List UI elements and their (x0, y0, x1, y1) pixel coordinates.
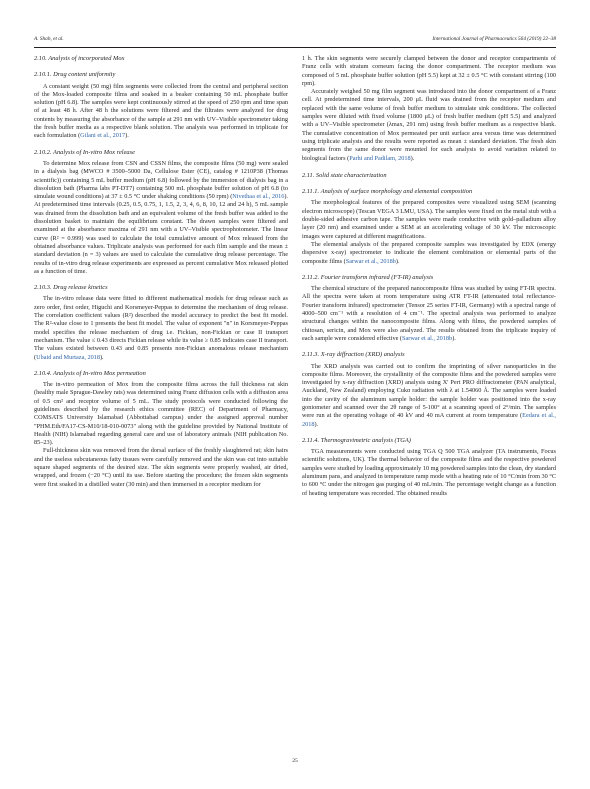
text-run: The elemental analysis of the prepared composite samples was investigated by EDX (energy dispersive x-ray) spectrometer to indicate the element combination or elemental parts of the composite films ( (302, 240, 556, 265)
paragraph-skin-preparation: Full-thickness skin was removed from the dorsal surface of the freshly slaughtered rat; skin hairs and the useless subcutaneous fatty tissues were carefully removed and the skin was cut into suitable square shaped segments of the desired size. The skin segments were properly washed, air dried, wrapped, and frozen (−20 °C) until its use. Before starting the procedure; the frozen skin segments were first soaked in a distilled water (30 min) and then immersed in a receptor medium for (34, 447, 288, 488)
subsection-heading-2-11-2: 2.11.2. Fourier transform infrared (FT-IR) analysis (302, 273, 434, 281)
header-rule (34, 47, 556, 48)
text-run: ). (452, 334, 456, 342)
citation-link[interactable]: Sarwar et al., 2018b (345, 257, 396, 265)
subsection-heading-2-10-2: 2.10.2. Analysis of In-vitro Mox release (34, 148, 135, 156)
text-run: The in-vitro release data were fitted to different mathematical models for drug release such as zero order, first order, Higuchi and Korsmeyer-Peppas to determine the mechanism of drug release. The correlation coefficient values (R²) described the model accuracy to predict the best fit model. The R²-value close to 1 presents the best fit model. The value of exponent "n" in Korsmeyer-Peppas model specifies the release mechanism of drug i.e. Fickian, non-Fickian or case II transport mechanism. The value ≤ 0.43 directs Fickian release while its value ≥ 0.85 indicates case II transport. The values existed between 0.43 and 0.85 presents non-Fickian anomalous release mechanism ( (34, 295, 288, 361)
paragraph-drug-content (34, 83, 288, 141)
text-run: A constant weight (50 mg) film segments were collected from the central and peripheral section of the Mox-loaded composite films and soaked in a beaker containing 50 mL phosphate buffer solution (pH 6.8). The samples were kept continuously stirred at the speed of 250 rpm and time span of at least 48 h. After 48 h the solutions were filtered and the filtrates were analyzed for drug contents by measuring the absorbance of the sample at 291 nm with UV–Visible spectrometer taking the fresh buffer media as a respective blank solution. The analysis was performed in triplicate for each formulation ( (34, 82, 288, 140)
subsection-heading-2-11-3: 2.11.3. X-ray diffraction (XRD) analysis (302, 351, 405, 359)
paragraph-morphology: The morphological features of the prepared composites were visualized using SEM (scanning electron microscope) (Tescan VEGA 3 LMU, USA). The samples were fixed on the metal stub with a double-sided adhesive carbon tape. The samples were made conductive with gold–palladium alloy layer (20 nm) and examined under a SEM at an accelerating voltage of 30 kV. The microscopic images were captured at different magnifications. (302, 199, 556, 240)
subsection-heading-2-11-1: 2.11.1. Analysis of surface morphology and elemental composition (302, 188, 473, 196)
text-run: Accurately weighed 50 mg film segment was introduced into the donor compartment of a Franz cell. At predetermined time intervals, 200 μL fluid was drained from the receptor medium and replaced with the same volume of fresh buffer medium to simulate sink conditions. The collected samples were diluted with fixed volume (1800 μL) of fresh buffer medium (pH 5.5) and analyzed with a UV–Visible spectrometer (λmax, 291 nm) using fresh buffer medium as a respective blank. The cumulative concentration of Mox permeated per unit surface area versus time was determined using triplicate analysis and the results were reported as mean ± standard deviation. The fresh skin segments from the same donor were mounted for each analysis to avoid variation related to biological factors ( (302, 88, 556, 162)
section-heading-2-10: 2.10. Analysis of incorporated Mox (34, 55, 125, 62)
right-column (302, 55, 556, 498)
citation-link[interactable]: Gilani et al., 2017 (80, 132, 126, 140)
paragraph-release-kinetics (34, 295, 288, 361)
text-run: ). (314, 420, 319, 428)
citation-link[interactable]: Sarwar et al., 2018b (402, 334, 453, 342)
paragraph-mox-release (34, 160, 288, 276)
author-running-head: A. Shah, et al. (34, 36, 64, 42)
subsection-heading-2-10-3: 2.10.3. Drug release kinetics (34, 284, 108, 292)
subsection-heading-2-11-4: 2.11.4. Thermogravimetric analysis (TGA) (302, 436, 411, 444)
subsection-heading-2-10-1: 2.10.1. Drug content uniformity (34, 71, 116, 79)
page-number: 25 (292, 758, 298, 764)
text-run: ). (125, 132, 129, 140)
paragraph-permeation: The in-vitro permeation of Mox from the composite films across the full thickness rat skin (healthy male Sprague-Dawley rats) was determined using Franz diffusion cells with a diffusion area of 0.5 cm² and receptor volume of 5 mL. The study protocols were conducted following the guidelines described by the research ethics committee (REC) of Department of Pharmacy, COMSATS University Islamabad (Abbottabad campus) under the assigned approval number "PHM.Eth/FA17-CS-M10/18-010-0073" along with the guideline provided by National Institute of Health (NIH) Islamabad regarding general care and use of laboratory animals (NIH publication No. 85–23). (34, 381, 288, 447)
paragraph-continued: 1 h. The skin segments were securely clamped between the donor and receptor compartments of Franz cells with stratum corneum facing the donor compartment. The receptor medium was composed of 5 mL phosphate buffer solution (pH 5.5) kept at 32 ± 0.5 °C with constant stirring (100 rpm). (302, 55, 556, 87)
paragraph-xrd (302, 363, 556, 429)
citation-link[interactable]: Nivethaa et al., 2016 (232, 193, 285, 201)
text-run: ). (410, 154, 415, 162)
text-run: The chemical structure of the prepared nanocomposite films was studied by using FT-IR spectra. All the spectra were taken at room temperature using ATR FT-IR (attenuated total reflectance- Fourier transform infrared) spectrometer (Tensor 25 series FT-IR, Germany) with a spectral range of 4000–500 cm⁻¹ with a resolution of 4 cm⁻¹. The spectral analysis was performed to analyze structural changes within the nanocomposite films. Along with films, the powdered samples of chitosan, sericin, and Mox were also analyzed. The results obtained from the triplicate inquiry of each sample were considered effective ( (302, 285, 556, 342)
text-run: ). (99, 353, 104, 361)
paragraph-tga: TGA measurements were conducted using TGA Q 500 TGA analyzer (TA instruments, Focus scientific solutions, UK). The thermal behavior of the composite films and the respective powdered samples were studied by loading approximately 10 mg powdered samples into the clean, dry standard aluminum pans, and analyzed in temperature ramp mode with a heating rate of 10 °C/min from 30 °C to 600 °C under the nitrogen gas purging of 40 mL/min. The percentage weight change as a function of heating temperature was recorded. The obtained results (302, 448, 556, 497)
journal-running-head: International Journal of Pharmaceutics 564 (2019) 22–38 (432, 36, 556, 42)
citation-link[interactable]: Parhi and Padilam, 2018 (349, 154, 411, 162)
text-run: To determine Mox release from CSN and CSSN films, the composite films (50 mg) were sealed in a dialysis bag (MWCO # 3500–5000 Da, Cellulose Ester (CE), catalog # 1210P38 (Thomas scientific)) containing 5 mL buffer medium (pH 6.8) followed by the immersion of dialysis bag in a dissolution bath (Pharma labs PT-DT7) containing 500 mL phosphate buffer solution of pH 6.8 (to simulate wound conditions) at 37 ± 0.5 °C under shaking conditions (50 rpm) ( (34, 159, 288, 201)
text-run: ). At predetermined time intervals (0.25, 0.5, 0.75, 1, 1.5, 2, 3, 4, 6, 8, 10, 12 and 24 h), 5 mL sample was drained from the dissolution bath and an equivalent volume of the fresh buffer was added to the dissolution basket to maintain the equilibrium constant. The drawn samples were filtered and examined at the absorbance maxima of 291 nm with a UV–Visible spectrophotometer. The linear curve (R² = 0.999) was used to calculate the total cumulative amount of Mox released from the obtained absorbance values. Triplicate analysis was performed for each film sample and the mean ± standard deviation (n = 3) values are used to calculate the cumulative drug release percentage. The results of in-vitro drug release experiments are expressed as percent cumulative Mox released plotted as a function of time. (34, 193, 288, 275)
running-head (34, 36, 556, 46)
paragraph-ftir (302, 285, 556, 343)
text-run: ). (395, 257, 400, 265)
section-heading-2-11: 2.11. Solid state characterization (302, 171, 387, 179)
citation-link[interactable]: Eedara et al., 2018 (302, 412, 556, 428)
left-column (34, 55, 288, 489)
paragraph-franz-cell (302, 88, 556, 163)
text-run: The XRD analysis was carried out to confirm the imprinting of silver nanoparticles in the composite films. Moreover, the crystallinity of the composite films and the powdered samples were investigated by x-ray diffraction (XRD) analysis using X' Pert PRO diffractometer (PAN analytical, Auckland, New Zealand) employing Cukα radiation with λ at 1.54060 Å. The samples were loaded into the cavity of the aluminum sample holder: the sample holder was positioned into the x-ray goniometer and scanned over the 2θ range of 5-100° at a scanning speed of 2°/min. The samples were run at the operating voltage of 40 kV and 40 mA current at room temperature ( (302, 362, 556, 420)
citation-link[interactable]: Ubaid and Murtaza, 2018 (36, 353, 100, 361)
subsection-heading-2-10-4: 2.10.4. Analysis of In-vitro Mox permeation (34, 369, 146, 377)
paragraph-elemental (302, 241, 556, 266)
